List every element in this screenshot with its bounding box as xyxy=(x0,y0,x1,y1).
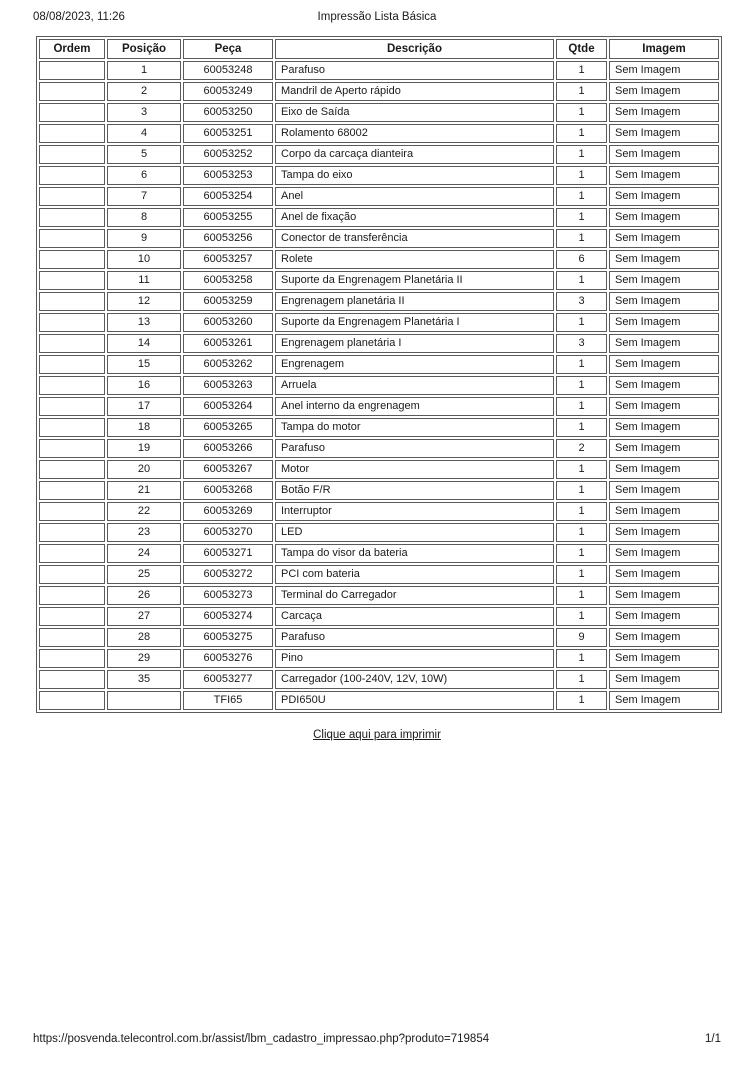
cell-descricao: Conector de transferência xyxy=(275,229,554,248)
cell-imagem: Sem Imagem xyxy=(609,61,719,80)
cell-peca: 60053253 xyxy=(183,166,273,185)
cell-peca: 60053264 xyxy=(183,397,273,416)
cell-descricao: Rolete xyxy=(275,250,554,269)
table-row xyxy=(39,145,719,164)
cell-peca: 60053252 xyxy=(183,145,273,164)
cell-peca: 60053250 xyxy=(183,103,273,122)
cell-imagem: Sem Imagem xyxy=(609,376,719,395)
cell-imagem: Sem Imagem xyxy=(609,334,719,353)
table-row xyxy=(39,292,719,311)
cell-peca: 60053256 xyxy=(183,229,273,248)
print-datetime: 08/08/2023, 11:26 xyxy=(33,11,125,23)
table-row xyxy=(39,208,719,227)
cell-descricao: Parafuso xyxy=(275,439,554,458)
cell-imagem: Sem Imagem xyxy=(609,460,719,479)
cell-posicao: 20 xyxy=(107,460,181,479)
table-row xyxy=(39,439,719,458)
table-row xyxy=(39,607,719,626)
cell-peca: 60053262 xyxy=(183,355,273,374)
cell-descricao: Tampa do visor da bateria xyxy=(275,544,554,563)
cell-imagem: Sem Imagem xyxy=(609,166,719,185)
cell-ordem xyxy=(39,565,105,584)
cell-peca: 60053258 xyxy=(183,271,273,290)
cell-posicao: 35 xyxy=(107,670,181,689)
cell-ordem xyxy=(39,166,105,185)
cell-ordem xyxy=(39,124,105,143)
cell-peca: 60053251 xyxy=(183,124,273,143)
cell-descricao: Engrenagem xyxy=(275,355,554,374)
cell-qtde: 1 xyxy=(556,313,607,332)
footer-url: https://posvenda.telecontrol.com.br/assist/lbm_cadastro_impressao.php?produto=719854 xyxy=(33,1033,490,1045)
cell-posicao: 10 xyxy=(107,250,181,269)
cell-ordem xyxy=(39,208,105,227)
table-row xyxy=(39,586,719,605)
table-row xyxy=(39,544,719,563)
cell-descricao: Anel xyxy=(275,187,554,206)
cell-posicao: 3 xyxy=(107,103,181,122)
cell-posicao: 24 xyxy=(107,544,181,563)
cell-descricao: Corpo da carcaça dianteira xyxy=(275,145,554,164)
cell-qtde: 1 xyxy=(556,145,607,164)
cell-imagem: Sem Imagem xyxy=(609,544,719,563)
table-row xyxy=(39,376,719,395)
table-row xyxy=(39,628,719,647)
cell-qtde: 1 xyxy=(556,523,607,542)
cell-ordem xyxy=(39,145,105,164)
cell-imagem: Sem Imagem xyxy=(609,313,719,332)
cell-posicao: 25 xyxy=(107,565,181,584)
table-row xyxy=(39,649,719,668)
cell-posicao: 9 xyxy=(107,229,181,248)
cell-descricao: Eixo de Saída xyxy=(275,103,554,122)
cell-qtde: 1 xyxy=(556,187,607,206)
cell-ordem xyxy=(39,229,105,248)
table-row xyxy=(39,334,719,353)
cell-descricao: Arruela xyxy=(275,376,554,395)
cell-imagem: Sem Imagem xyxy=(609,208,719,227)
cell-descricao: Rolamento 68002 xyxy=(275,124,554,143)
cell-imagem: Sem Imagem xyxy=(609,103,719,122)
cell-qtde: 1 xyxy=(556,124,607,143)
cell-peca: 60053261 xyxy=(183,334,273,353)
cell-peca: 60053274 xyxy=(183,607,273,626)
cell-imagem: Sem Imagem xyxy=(609,628,719,647)
cell-imagem: Sem Imagem xyxy=(609,292,719,311)
table-row xyxy=(39,481,719,500)
cell-descricao: Pino xyxy=(275,649,554,668)
table-row xyxy=(39,187,719,206)
table-row xyxy=(39,124,719,143)
cell-peca: 60053277 xyxy=(183,670,273,689)
cell-imagem: Sem Imagem xyxy=(609,271,719,290)
cell-descricao: LED xyxy=(275,523,554,542)
table-row xyxy=(39,670,719,689)
cell-posicao: 22 xyxy=(107,502,181,521)
cell-qtde: 1 xyxy=(556,355,607,374)
cell-peca: 60053271 xyxy=(183,544,273,563)
cell-descricao: Tampa do eixo xyxy=(275,166,554,185)
cell-posicao: 18 xyxy=(107,418,181,437)
table-row xyxy=(39,250,719,269)
cell-ordem xyxy=(39,82,105,101)
col-header-qtde: Qtde xyxy=(556,39,607,59)
col-header-peca: Peça xyxy=(183,39,273,59)
cell-ordem xyxy=(39,271,105,290)
cell-qtde: 1 xyxy=(556,691,607,710)
page-indicator: 1/1 xyxy=(705,1033,721,1045)
table-row xyxy=(39,355,719,374)
cell-descricao: Botão F/R xyxy=(275,481,554,500)
cell-imagem: Sem Imagem xyxy=(609,523,719,542)
cell-descricao: Motor xyxy=(275,460,554,479)
cell-peca: 60053263 xyxy=(183,376,273,395)
cell-descricao: Carregador (100-240V, 12V, 10W) xyxy=(275,670,554,689)
cell-qtde: 1 xyxy=(556,397,607,416)
cell-qtde: 1 xyxy=(556,502,607,521)
cell-posicao: 19 xyxy=(107,439,181,458)
cell-qtde: 1 xyxy=(556,544,607,563)
cell-posicao: 23 xyxy=(107,523,181,542)
cell-posicao: 12 xyxy=(107,292,181,311)
cell-qtde: 1 xyxy=(556,481,607,500)
cell-peca: 60053276 xyxy=(183,649,273,668)
cell-peca: 60053269 xyxy=(183,502,273,521)
cell-qtde: 1 xyxy=(556,229,607,248)
cell-descricao: Tampa do motor xyxy=(275,418,554,437)
cell-posicao: 29 xyxy=(107,649,181,668)
cell-qtde: 1 xyxy=(556,61,607,80)
cell-peca: 60053268 xyxy=(183,481,273,500)
cell-posicao: 7 xyxy=(107,187,181,206)
table-row xyxy=(39,691,719,710)
cell-imagem: Sem Imagem xyxy=(609,586,719,605)
cell-imagem: Sem Imagem xyxy=(609,124,719,143)
table-row xyxy=(39,523,719,542)
cell-imagem: Sem Imagem xyxy=(609,187,719,206)
cell-ordem xyxy=(39,607,105,626)
cell-posicao: 1 xyxy=(107,61,181,80)
cell-peca: 60053266 xyxy=(183,439,273,458)
cell-ordem xyxy=(39,187,105,206)
cell-qtde: 1 xyxy=(556,208,607,227)
cell-imagem: Sem Imagem xyxy=(609,355,719,374)
cell-descricao: Suporte da Engrenagem Planetária II xyxy=(275,271,554,290)
cell-peca: 60053260 xyxy=(183,313,273,332)
cell-ordem xyxy=(39,460,105,479)
cell-imagem: Sem Imagem xyxy=(609,607,719,626)
cell-ordem xyxy=(39,523,105,542)
cell-qtde: 1 xyxy=(556,271,607,290)
cell-posicao: 4 xyxy=(107,124,181,143)
cell-imagem: Sem Imagem xyxy=(609,397,719,416)
cell-ordem xyxy=(39,250,105,269)
cell-imagem: Sem Imagem xyxy=(609,418,719,437)
cell-peca: TFI65 xyxy=(183,691,273,710)
print-header xyxy=(0,11,754,27)
cell-qtde: 9 xyxy=(556,628,607,647)
parts-table xyxy=(36,36,722,713)
cell-ordem xyxy=(39,292,105,311)
cell-ordem xyxy=(39,418,105,437)
cell-ordem xyxy=(39,481,105,500)
cell-imagem: Sem Imagem xyxy=(609,145,719,164)
print-link[interactable]: Clique aqui para imprimir xyxy=(313,729,441,741)
table-row xyxy=(39,166,719,185)
cell-peca: 60053248 xyxy=(183,61,273,80)
cell-imagem: Sem Imagem xyxy=(609,691,719,710)
cell-qtde: 1 xyxy=(556,103,607,122)
cell-posicao: 26 xyxy=(107,586,181,605)
cell-ordem xyxy=(39,61,105,80)
cell-peca: 60053259 xyxy=(183,292,273,311)
cell-imagem: Sem Imagem xyxy=(609,82,719,101)
cell-posicao: 5 xyxy=(107,145,181,164)
cell-ordem xyxy=(39,103,105,122)
cell-posicao: 15 xyxy=(107,355,181,374)
cell-qtde: 3 xyxy=(556,334,607,353)
cell-qtde: 1 xyxy=(556,649,607,668)
table-row xyxy=(39,565,719,584)
cell-peca: 60053272 xyxy=(183,565,273,584)
cell-qtde: 1 xyxy=(556,166,607,185)
cell-descricao: Anel interno da engrenagem xyxy=(275,397,554,416)
cell-posicao: 2 xyxy=(107,82,181,101)
cell-qtde: 6 xyxy=(556,250,607,269)
cell-qtde: 1 xyxy=(556,670,607,689)
cell-ordem xyxy=(39,334,105,353)
table-row xyxy=(39,397,719,416)
col-header-imagem: Imagem xyxy=(609,39,719,59)
col-header-posicao: Posição xyxy=(107,39,181,59)
cell-descricao: Suporte da Engrenagem Planetária I xyxy=(275,313,554,332)
cell-qtde: 1 xyxy=(556,565,607,584)
cell-imagem: Sem Imagem xyxy=(609,229,719,248)
cell-posicao: 16 xyxy=(107,376,181,395)
table-header-row xyxy=(39,39,719,59)
cell-descricao: Interruptor xyxy=(275,502,554,521)
cell-peca: 60053273 xyxy=(183,586,273,605)
table-row xyxy=(39,418,719,437)
cell-imagem: Sem Imagem xyxy=(609,670,719,689)
cell-ordem xyxy=(39,649,105,668)
cell-ordem xyxy=(39,628,105,647)
table-row xyxy=(39,460,719,479)
cell-peca: 60053257 xyxy=(183,250,273,269)
cell-posicao: 8 xyxy=(107,208,181,227)
cell-qtde: 1 xyxy=(556,586,607,605)
cell-descricao: Engrenagem planetária I xyxy=(275,334,554,353)
print-link-container xyxy=(36,729,718,741)
cell-posicao: 28 xyxy=(107,628,181,647)
cell-qtde: 1 xyxy=(556,82,607,101)
table-row xyxy=(39,313,719,332)
table-row xyxy=(39,82,719,101)
cell-peca: 60053255 xyxy=(183,208,273,227)
cell-qtde: 1 xyxy=(556,607,607,626)
table-row xyxy=(39,502,719,521)
cell-ordem xyxy=(39,397,105,416)
cell-descricao: Mandril de Aperto rápido xyxy=(275,82,554,101)
cell-ordem xyxy=(39,313,105,332)
cell-descricao: Engrenagem planetária II xyxy=(275,292,554,311)
cell-posicao: 21 xyxy=(107,481,181,500)
cell-ordem xyxy=(39,544,105,563)
cell-peca: 60053265 xyxy=(183,418,273,437)
cell-descricao: Carcaça xyxy=(275,607,554,626)
cell-qtde: 2 xyxy=(556,439,607,458)
cell-imagem: Sem Imagem xyxy=(609,481,719,500)
table-row xyxy=(39,61,719,80)
cell-descricao: PCI com bateria xyxy=(275,565,554,584)
col-header-ordem: Ordem xyxy=(39,39,105,59)
print-footer xyxy=(0,1033,754,1048)
cell-ordem xyxy=(39,376,105,395)
cell-descricao: Parafuso xyxy=(275,628,554,647)
cell-imagem: Sem Imagem xyxy=(609,502,719,521)
cell-imagem: Sem Imagem xyxy=(609,439,719,458)
cell-ordem xyxy=(39,439,105,458)
col-header-descricao: Descrição xyxy=(275,39,554,59)
cell-ordem xyxy=(39,586,105,605)
cell-qtde: 1 xyxy=(556,376,607,395)
cell-qtde: 3 xyxy=(556,292,607,311)
cell-qtde: 1 xyxy=(556,418,607,437)
table-row xyxy=(39,271,719,290)
cell-peca: 60053275 xyxy=(183,628,273,647)
cell-posicao xyxy=(107,691,181,710)
cell-posicao: 6 xyxy=(107,166,181,185)
cell-ordem xyxy=(39,670,105,689)
cell-peca: 60053249 xyxy=(183,82,273,101)
cell-ordem xyxy=(39,355,105,374)
cell-peca: 60053270 xyxy=(183,523,273,542)
cell-peca: 60053267 xyxy=(183,460,273,479)
cell-posicao: 13 xyxy=(107,313,181,332)
table-row xyxy=(39,103,719,122)
cell-ordem xyxy=(39,502,105,521)
cell-ordem xyxy=(39,691,105,710)
cell-descricao: Terminal do Carregador xyxy=(275,586,554,605)
cell-posicao: 17 xyxy=(107,397,181,416)
cell-imagem: Sem Imagem xyxy=(609,649,719,668)
cell-imagem: Sem Imagem xyxy=(609,565,719,584)
cell-posicao: 14 xyxy=(107,334,181,353)
cell-posicao: 11 xyxy=(107,271,181,290)
cell-qtde: 1 xyxy=(556,460,607,479)
cell-imagem: Sem Imagem xyxy=(609,250,719,269)
cell-descricao: PDI650U xyxy=(275,691,554,710)
table-row xyxy=(39,229,719,248)
cell-posicao: 27 xyxy=(107,607,181,626)
page-title: Impressão Lista Básica xyxy=(317,11,437,23)
cell-descricao: Parafuso xyxy=(275,61,554,80)
cell-descricao: Anel de fixação xyxy=(275,208,554,227)
cell-peca: 60053254 xyxy=(183,187,273,206)
